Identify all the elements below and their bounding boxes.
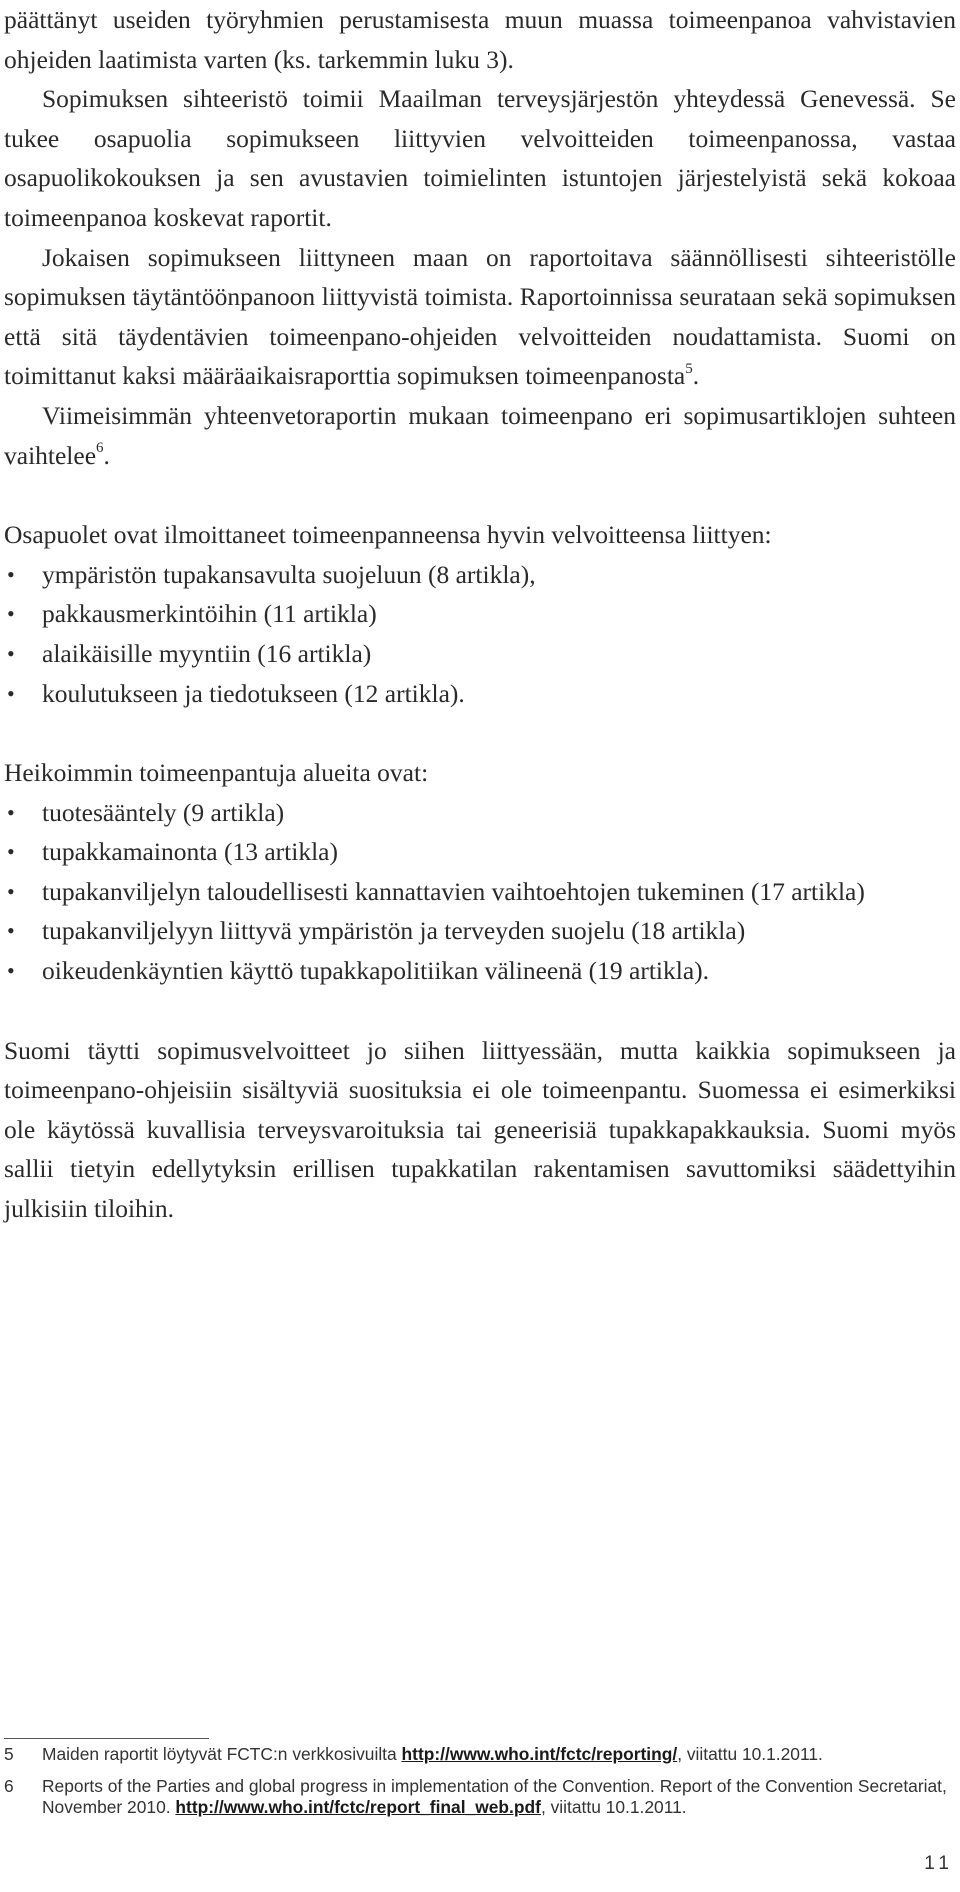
list-item: • pakkausmerkintöihin (11 artikla) [4, 594, 956, 634]
list-item: • ympäristön tupakansavulta suojeluun (8 artikla), [4, 555, 956, 595]
weakest-intro: Heikoimmin toimeenpantuja alueita ovat: [4, 758, 429, 788]
footnotes [4, 1744, 956, 1829]
list-item: • oikeudenkäyntien käyttö tupakkapolitiikan välineenä (19 artikla). [4, 951, 956, 991]
paragraph-finland: Suomi täytti sopimusvelvoitteet jo siihen liittyessään, mutta kaikkia sopimukseen ja toimeenpano-ohjeisiin sisältyviä suosituksia ei ole toimeenpantu. Suomessa ei esimerkiksi ole käytössä kuvallisia terveysvaroituksia tai geneerisiä tupakkapakkauksia. Suomi myös sallii tietyin edellytyksin erillisen tupakkatilan rakentamisen savuttomiksi säädettyihin julkisiin tiloihin. [4, 1035, 956, 1224]
footnote-6 [4, 1776, 956, 1818]
paragraph-reporting [4, 238, 956, 396]
paragraph-summary-report [4, 396, 956, 475]
footnote-link[interactable]: http://www.who.int/fctc/report_final_web.pdf [175, 1797, 541, 1817]
list-item: • tupakanviljelyn taloudellisesti kannattavien vaihtoehtojen tukeminen (17 artikla) [4, 872, 956, 912]
list-item: • tupakkamainonta (13 artikla) [4, 832, 956, 872]
well-implemented-list [4, 555, 956, 713]
paragraph-secretariat: Sopimuksen sihteeristö toimii Maailman terveysjärjestön yhteydessä Genevessä. Se tukee osapuolia sopimukseen liittyvien velvoitteiden toimeenpanossa, vastaa osapuolikokouksen ja sen avustavien toimielinten istuntojen järjestelyistä sekä kokoaa toimeenpanoa koskevat raportit. [4, 84, 956, 232]
footnote-5 [4, 1744, 956, 1765]
list-item: • alaikäisille myyntiin (16 artikla) [4, 634, 956, 674]
weakest-list [4, 793, 956, 991]
footnote-link[interactable]: http://www.who.int/fctc/reporting/ [401, 1744, 678, 1764]
footnote-number: 6 [4, 1776, 14, 1796]
list-item: • tupakanviljelyyn liittyvä ympäristön ja terveyden suojelu (18 artikla) [4, 911, 956, 951]
body-text [4, 0, 956, 1229]
page-number: 11 [924, 1853, 954, 1874]
list-item: • tuotesääntely (9 artikla) [4, 793, 956, 833]
paragraph-reporting-text: Jokaisen sopimukseen liittyneen maan on raportoitava säännöllisesti sihteeristölle sopimuksen täytäntöönpanoon liittyvistä toimista. Raportoinnissa seurataan sekä sopimuksen että sitä täydentävien toimeenpano-ohjeiden velvoitteiden noudattamista. Suomi on toimittanut kaksi määräaikaisraporttia sopimuksen toimeenpanosta [4, 242, 956, 391]
footnote-text: Maiden raportit löytyvät FCTC:n verkkosivuilta [42, 1744, 402, 1764]
paragraph-summary-end: . [103, 440, 110, 470]
footnote-ref-6[interactable]: 6 [96, 440, 104, 457]
footnote-text-end: , viitattu 10.1.2011. [540, 1797, 687, 1817]
well-implemented-intro: Osapuolet ovat ilmoittaneet toimeenpanneensa hyvin velvoitteensa liittyen: [4, 520, 772, 550]
paragraph-reporting-end: . [692, 361, 700, 391]
paragraph-continued: päättänyt useiden työryhmien perustamisesta muun muassa toimeenpanoa vahvistavien ohjeiden laatimista varten (ks. tarkemmin luku 3). [4, 5, 956, 74]
footnote-ref-5[interactable]: 5 [685, 360, 693, 377]
footnote-number: 5 [4, 1744, 14, 1764]
footnote-text: Reports of the Parties and global progress in implementation of the Convention. Report of the Convention Secretariat, November 2010. [42, 1776, 947, 1817]
paragraph-summary-text: Viimeisimmän yhteenvetoraportin mukaan toimeenpano eri sopimusartiklojen suhteen vaihtelee [4, 400, 956, 470]
list-item: • koulutukseen ja tiedotukseen (12 artikla). [4, 674, 956, 714]
footnote-divider [4, 1738, 209, 1739]
footnote-text-end: , viitattu 10.1.2011. [677, 1744, 823, 1764]
